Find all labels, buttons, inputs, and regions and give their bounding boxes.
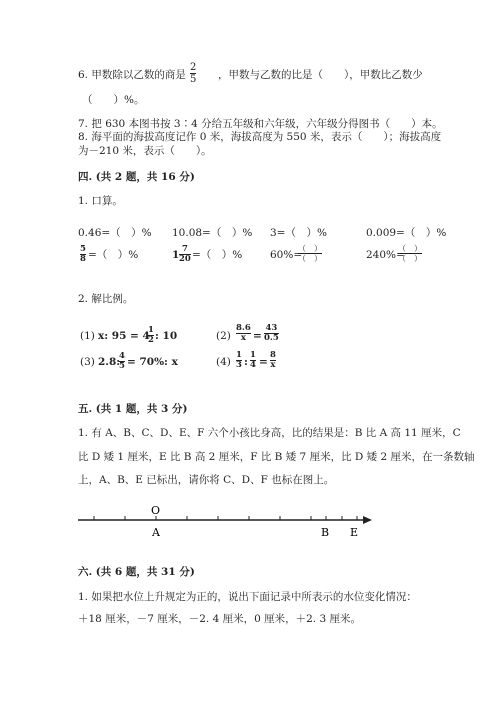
calc-item-7-fraction <box>298 244 322 263</box>
calc-item-5-rest: =（ ）% <box>88 249 139 261</box>
fraction-denominator: 0.5 <box>264 333 279 343</box>
fraction-denominator: 3 <box>236 360 242 370</box>
fraction-denominator: 4 <box>250 360 256 370</box>
q6-fraction-numerator: 2 <box>190 62 197 73</box>
proportion-3-fraction <box>119 352 125 371</box>
number-line-label-e: E <box>350 526 359 539</box>
q8-text-line1: 8. 海平面的海拔高度记作 0 米，海拔高度为 550 米，表示（ ）；海拔高度 <box>78 131 442 143</box>
section5-q1-line3: 上，A、B、E 已标出，请你将 C、D、F 也标在图上。 <box>78 474 335 486</box>
proportion-4-equals: = <box>259 356 268 368</box>
proportion-4-fraction-a <box>236 351 242 370</box>
q6-fraction <box>190 62 196 85</box>
section5-q1-line2: 比 D 矮 1 厘米，E 比 B 高 2 厘米，F 比 B 矮 7 厘米，比 D 矮 2 厘米，在一条数轴 <box>78 451 475 463</box>
fraction-numerator: 4 <box>119 351 125 361</box>
number-line-label-a: A <box>152 526 160 539</box>
proportion-4-colon: : <box>244 356 248 368</box>
proportion-2-left-fraction <box>236 324 251 343</box>
section4-q1-title: 1. 口算。 <box>78 195 123 207</box>
fraction-numerator: 8 <box>270 350 276 360</box>
calc-item-6-fraction <box>179 245 191 264</box>
proportion-2-equals: = <box>253 330 262 342</box>
section5-heading: 五. (共 1 题，共 3 分) <box>78 403 188 415</box>
fraction-numerator: （ ） <box>298 244 322 253</box>
q6-text-part1: 6. 甲数除以乙数的商是 <box>78 69 186 81</box>
q8-text-line2: 为－210 米，表示（ ）。 <box>78 145 212 157</box>
proportion-4-fraction-b <box>250 351 256 370</box>
fraction-denominator: 2 <box>148 335 154 345</box>
fraction-numerator: 1 <box>148 325 154 335</box>
proportion-4-fraction-c <box>270 351 276 370</box>
fraction-numerator: 8.6 <box>236 323 251 333</box>
calc-item-8-fraction <box>398 244 422 263</box>
fraction-denominator: （ ） <box>398 254 422 263</box>
proportion-3-lead: 2.8: <box>98 356 121 368</box>
fraction-denominator: x <box>240 333 246 343</box>
q6-text-part2: ，甲数与乙数的比是（ ），甲数比乙数少 <box>218 69 423 81</box>
calc-item-5-fraction <box>80 245 86 264</box>
calc-item-7-lead: 60%= <box>270 249 303 261</box>
proportion-3-label: (3) <box>80 356 95 368</box>
section5-q1-line1: 1. 有 A、B、C、D、E、F 六个小孩比身高，比的结果是：B 比 A 高 11 厘米，C <box>78 427 461 439</box>
number-line-arrow <box>363 516 372 524</box>
section4-q2-title: 2. 解比例。 <box>78 293 134 305</box>
number-line-origin-label: O <box>151 504 161 517</box>
fraction-numerator: 1 <box>250 350 256 360</box>
fraction-denominator: 8 <box>80 254 86 264</box>
calc-item-1: 0.46=（ ）% <box>78 227 152 239</box>
calc-item-3: 3=（ ）% <box>270 227 327 239</box>
q6-fraction-denominator: 5 <box>190 74 197 85</box>
q6-text-line2: （ ）%。 <box>82 94 145 106</box>
number-line <box>0 500 500 550</box>
proportion-1-label: (1) <box>80 330 95 342</box>
fraction-numerator: 7 <box>181 244 188 254</box>
fraction-numerator: 5 <box>80 244 86 254</box>
calc-item-6-rest: =（ ）% <box>192 249 243 261</box>
section6-q1-line2: ＋18 厘米，－7 厘米，－2. 4 厘米，0 厘米，＋2. 3 厘米。 <box>78 613 361 625</box>
section6-q1-line1: 1. 如果把水位上升规定为正的，说出下面记录中所表示的水位变化情况： <box>78 591 417 603</box>
proportion-1-lead: x: 95 = 4 <box>98 330 150 342</box>
proportion-2-right-fraction <box>264 324 279 343</box>
calc-item-2: 10.08=（ ）% <box>172 227 253 239</box>
proportion-2-label: (2) <box>216 330 231 342</box>
number-line-label-b: B <box>321 526 330 539</box>
fraction-numerator: 43 <box>265 323 278 333</box>
section4-heading: 四. (共 2 题，共 16 分) <box>78 171 195 183</box>
fraction-numerator: （ ） <box>398 244 422 253</box>
fraction-denominator: 5 <box>119 361 125 371</box>
proportion-3-tail: = 70%: x <box>127 356 178 368</box>
proportion-1-tail: : 10 <box>155 330 178 342</box>
calc-item-6-whole: 1 <box>172 249 180 261</box>
fraction-denominator: x <box>270 360 276 370</box>
calc-item-8-lead: 240%= <box>366 249 405 261</box>
proportion-1-fraction <box>148 326 154 345</box>
q7-text: 7. 把 630 本图书按 3∶4 分给五年级和六年级，六年级分得图书（ ）本。 <box>78 118 443 130</box>
calc-item-4: 0.009=（ ）% <box>366 227 447 239</box>
fraction-denominator: （ ） <box>298 254 322 263</box>
section6-heading: 六. (共 6 题，共 31 分) <box>78 566 195 578</box>
fraction-numerator: 1 <box>236 350 242 360</box>
proportion-4-label: (4) <box>216 356 231 368</box>
fraction-denominator: 20 <box>179 254 191 264</box>
